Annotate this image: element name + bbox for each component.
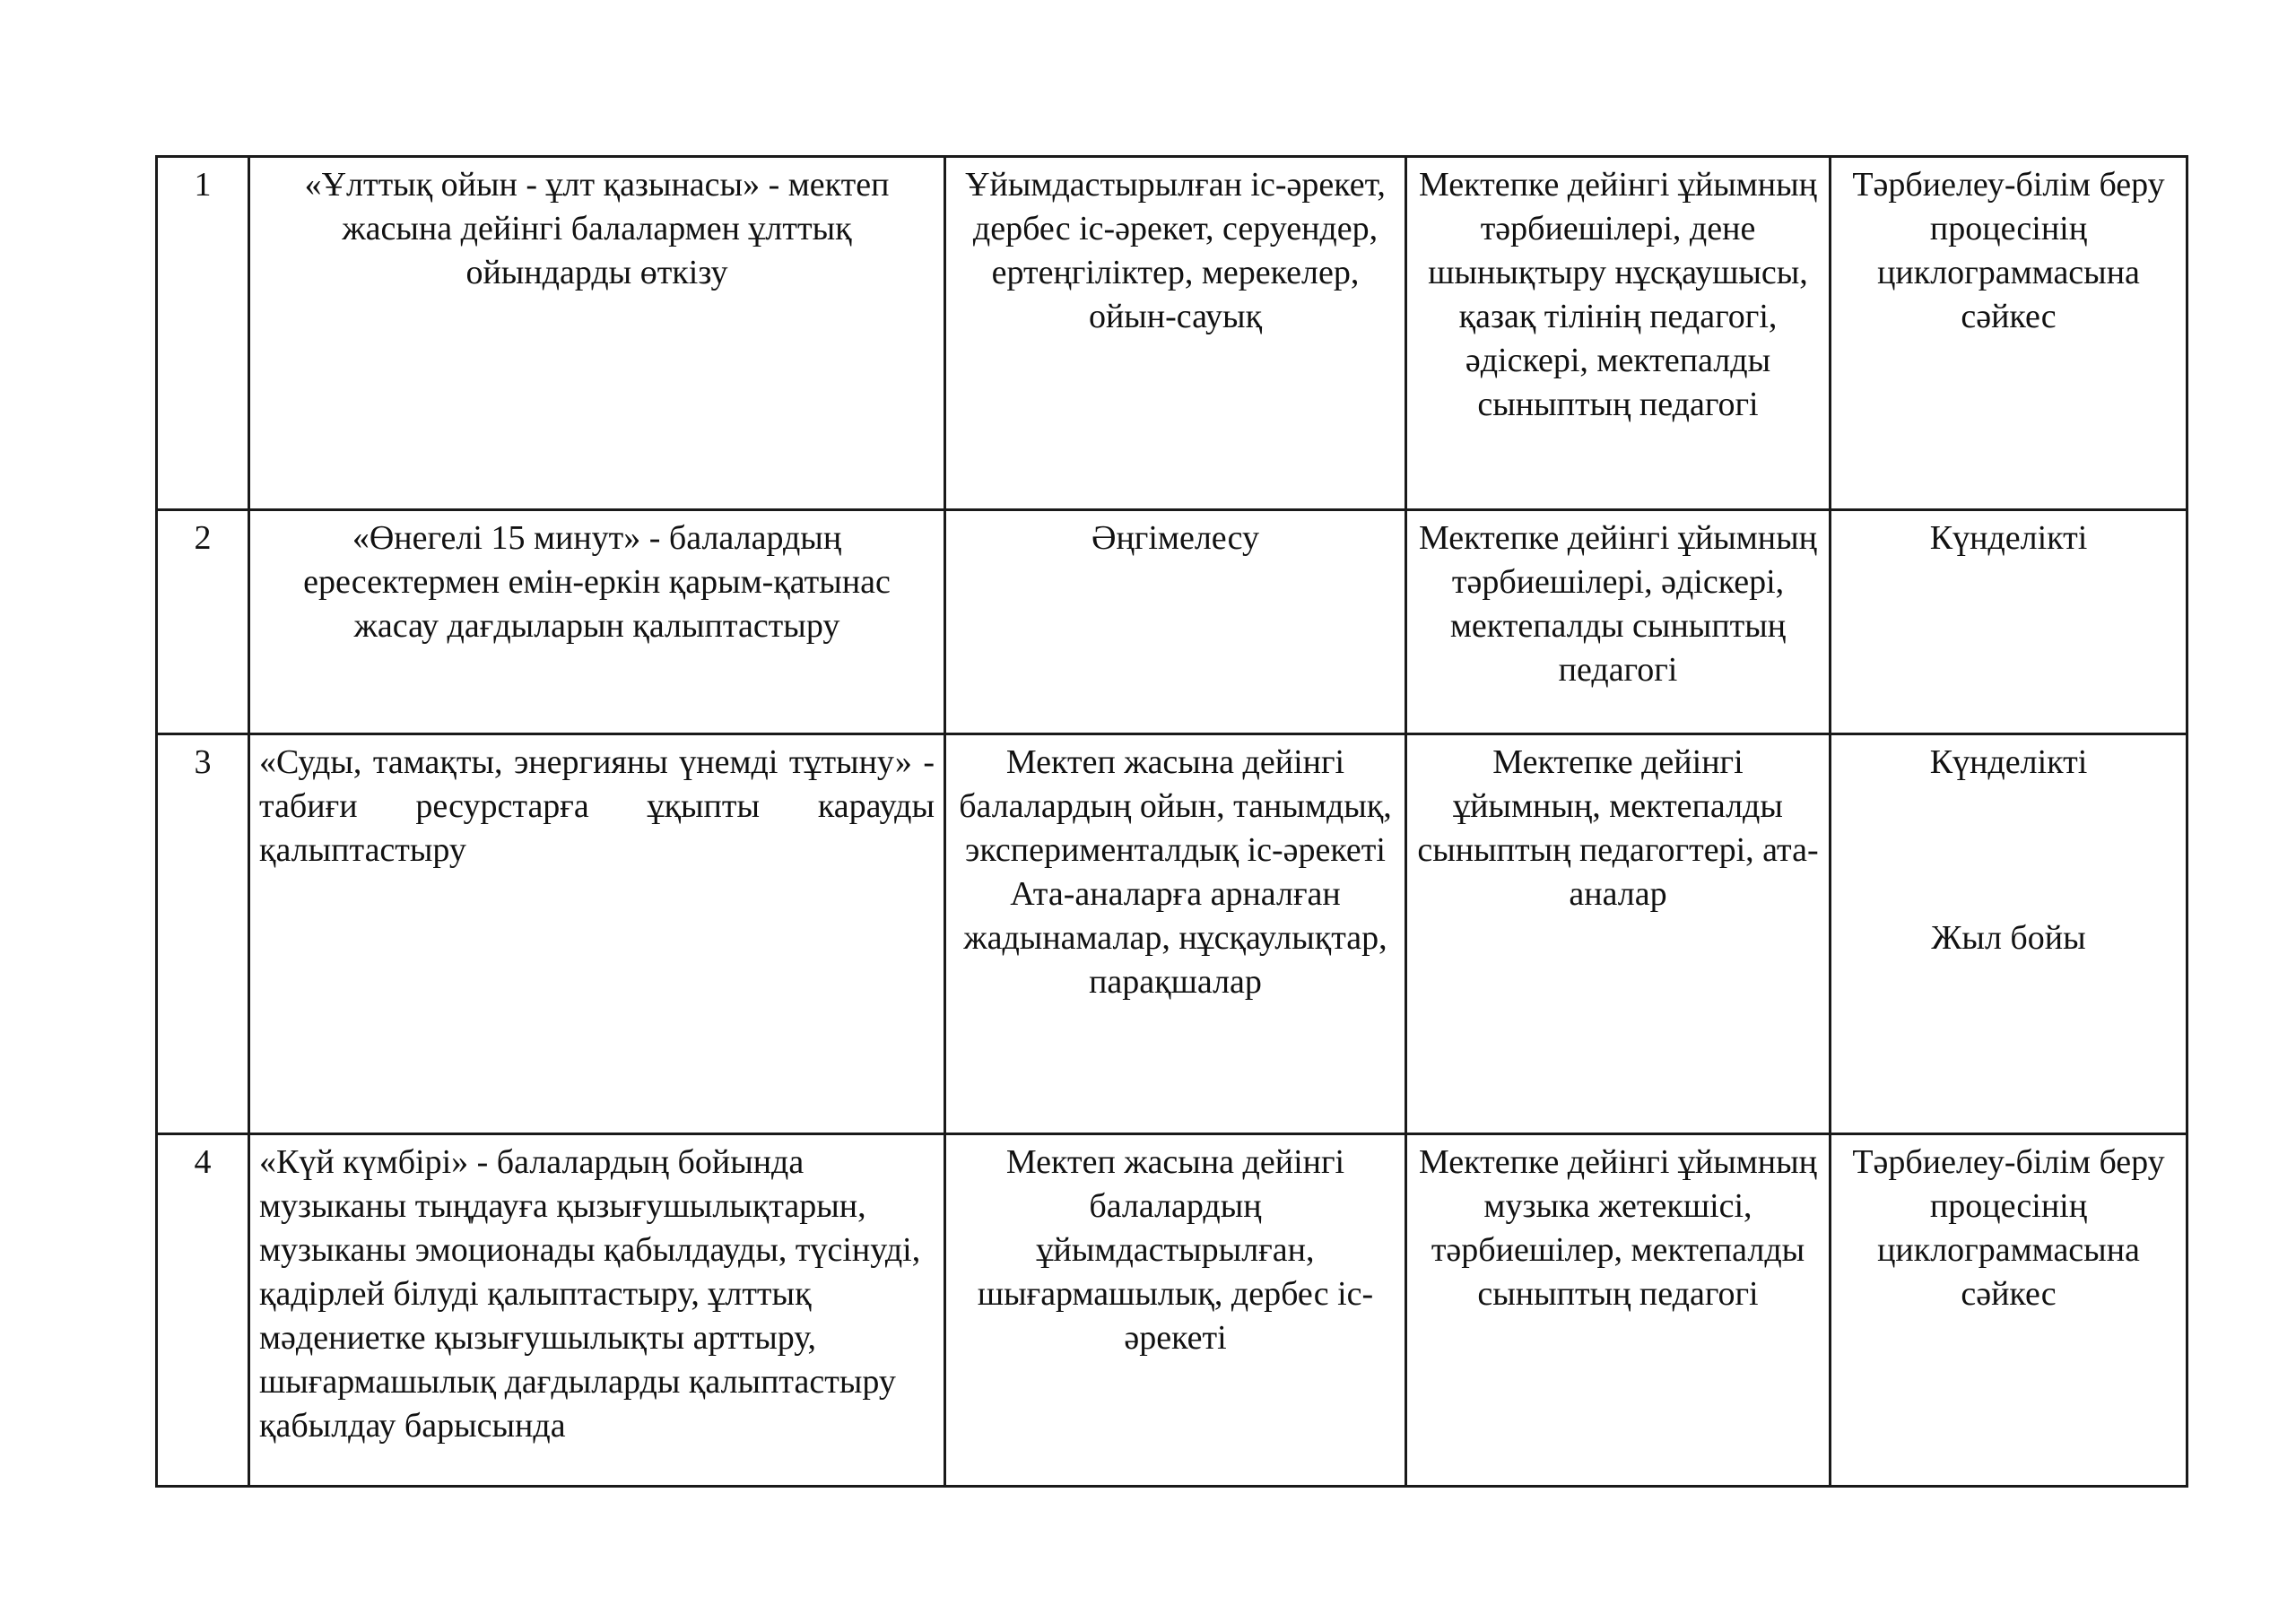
event-cell: «Ұлттық ойын - ұлт қазынасы» - мектеп жасына дейінгі балалармен ұлттық ойындарды өткізу (249, 157, 945, 510)
plan-table (155, 155, 2188, 1488)
responsible-cell: Мектепке дейінгі ұйымның тәрбиешілері, дене шынықтыру нұсқаушысы, қазақ тілінің педагогі, әдіскері, мектепалды сыныптың педагогі (1406, 157, 1831, 510)
timing-cell: Күнделікті (1831, 510, 2187, 734)
timing-text: Күнделікті (1929, 743, 2088, 781)
event-cell: «Өнегелі 15 минут» - балалардың ересектермен емін-еркін қарым-қатынас жасау дағдыларын қалыптастыру (249, 510, 945, 734)
form-cell (945, 734, 1406, 1134)
form-cell: Әңгімелесу (945, 510, 1406, 734)
table-row (157, 734, 2187, 1134)
table-row (157, 510, 2187, 734)
event-cell: «Күй күмбірі» - балалардың бойында музыканы тыңдауға қызығушылықтарын, музыканы эмоционады қабылдауды, түсінуді, қадірлей білуді қалыптастыру, ұлттық мәдениетке қызығушылықты арттыру, шығармашылық дағдыларды қалыптастыру қабылдау барысында (249, 1134, 945, 1487)
timing-extra-text: Жыл бойы (1931, 919, 2086, 957)
timing-cell: Тәрбиелеу-білім беру процесінің циклограммасына сәйкес (1831, 1134, 2187, 1487)
responsible-cell: Мектепке дейінгі ұйымның, мектепалды сыныптың педагогтері, ата-аналар (1406, 734, 1831, 1134)
form-text: Мектеп жасына дейінгі балалардың ойын, танымдық, эксперименталдық іс-әрекеті (959, 743, 1392, 869)
form-extra-text: Ата-аналарға арналған жадынамалар, нұсқаулықтар, парақшалар (963, 875, 1387, 1001)
table-row (157, 1134, 2187, 1487)
timing-cell: Тәрбиелеу-білім беру процесінің циклограммасына сәйкес (1831, 157, 2187, 510)
responsible-cell: Мектепке дейінгі ұйымның музыка жетекшісі, тәрбиешілер, мектепалды сыныптың педагогі (1406, 1134, 1831, 1487)
row-number-cell: 1 (157, 157, 249, 510)
form-cell: Мектеп жасына дейінгі балалардың ұйымдастырылған, шығармашылық, дербес іс-әрекеті (945, 1134, 1406, 1487)
responsible-cell: Мектепке дейінгі ұйымның тәрбиешілері, әдіскері, мектепалды сыныптың педагогі (1406, 510, 1831, 734)
row-number-cell: 4 (157, 1134, 249, 1487)
form-cell: Ұйымдастырылған іс-әрекет, дербес іс-әрекет, серуендер, ертеңгіліктер, мерекелер, ойын-сауық (945, 157, 1406, 510)
timing-cell (1831, 734, 2187, 1134)
row-number-cell: 3 (157, 734, 249, 1134)
row-number-cell: 2 (157, 510, 249, 734)
event-cell: «Суды, тамақты, энергияны үнемді тұтыну» - табиғи ресурстарға ұқыпты карауды қалыптастыру (249, 734, 945, 1134)
table-row (157, 157, 2187, 510)
timing-spacer (1840, 785, 2177, 916)
